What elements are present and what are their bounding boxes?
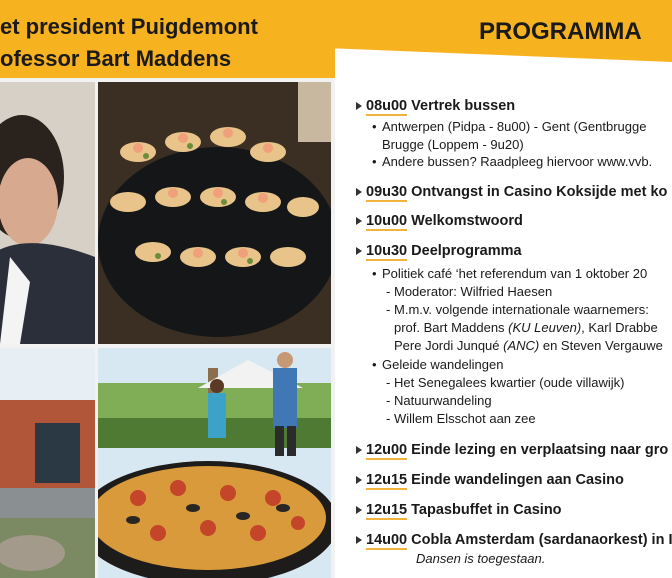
title-banner xyxy=(0,0,335,78)
dance-note: Dansen is toegestaan. xyxy=(416,551,546,566)
deel-bullet: • Geleide wandelingen xyxy=(382,357,503,372)
building-photo xyxy=(0,348,95,578)
triangle-bullet-icon xyxy=(356,476,362,484)
banner-line-2: ofessor Bart Maddens xyxy=(0,46,232,71)
programme-entry xyxy=(356,532,672,549)
entry-text: Welkomstwoord xyxy=(411,213,523,229)
entry-time: 12u15 xyxy=(366,472,408,488)
programme-entry xyxy=(356,184,667,201)
entry-text: Deelprogramma xyxy=(411,243,522,259)
bus-bullet: • Antwerpen (Pidpa - 8u00) - Gent (Gentbrugge xyxy=(382,119,646,134)
programme-entry xyxy=(356,243,522,260)
triangle-bullet-icon xyxy=(356,188,362,196)
left-panel xyxy=(0,0,335,578)
entry-text: Tapasbuffet in Casino xyxy=(411,502,562,518)
deel-observers: - M.m.v. volgende internationale waarnemers: xyxy=(394,302,649,317)
bus-bullet-continuation: Brugge (Loppem - 9u20) xyxy=(382,137,524,152)
observers-line-2: Pere Jordi Junqué (ANC) en Steven Vergauwe xyxy=(394,338,663,353)
entry-time: 10u30 xyxy=(366,243,408,259)
observers-line-1: prof. Bart Maddens (KU Leuven), Karl Drabbe xyxy=(394,320,658,335)
entry-time: 09u30 xyxy=(366,184,408,200)
entry-time: 14u00 xyxy=(366,532,408,548)
triangle-bullet-icon xyxy=(356,506,362,514)
programme-entry xyxy=(356,502,562,519)
programme-entry xyxy=(356,98,515,115)
entry-text: Vertrek bussen xyxy=(411,98,516,114)
walk-item: - Willem Elsschot aan zee xyxy=(394,411,536,426)
entry-text: Einde lezing en verplaatsing naar gro xyxy=(411,442,669,458)
banner-line-1: et president Puigdemont xyxy=(0,14,258,39)
triangle-bullet-icon xyxy=(356,536,362,544)
entry-time: 12u15 xyxy=(366,502,408,518)
entry-text: Cobla Amsterdam (sardanaorkest) in I xyxy=(411,532,672,548)
programme-entry xyxy=(356,472,624,489)
entry-time: 10u00 xyxy=(366,213,408,229)
walk-item: - Het Senegalees kwartier (oude villawijk) xyxy=(394,375,625,390)
deel-bullet: • Politiek café ‘het referendum van 1 oktober 20 xyxy=(382,266,647,281)
programme-entry xyxy=(356,442,668,459)
entry-text: Einde wandelingen aan Casino xyxy=(411,472,624,488)
triangle-bullet-icon xyxy=(356,446,362,454)
bus-bullet: • Andere bussen? Raadpleeg hiervoor www.vvb. xyxy=(382,154,652,169)
tapas-photo xyxy=(98,82,331,344)
entry-time: 08u00 xyxy=(366,98,408,114)
paella-photo xyxy=(98,348,331,578)
triangle-bullet-icon xyxy=(356,102,362,110)
programme-title: PROGRAMMA xyxy=(479,18,642,45)
entry-time: 12u00 xyxy=(366,442,408,458)
programme-entry xyxy=(356,213,523,230)
portrait-photo xyxy=(0,82,95,344)
entry-text: Ontvangst in Casino Koksijde met ko xyxy=(411,184,668,200)
triangle-bullet-icon xyxy=(356,247,362,255)
deel-moderator: - Moderator: Wilfried Haesen xyxy=(394,284,552,299)
triangle-bullet-icon xyxy=(356,217,362,225)
walk-item: - Natuurwandeling xyxy=(394,393,492,408)
